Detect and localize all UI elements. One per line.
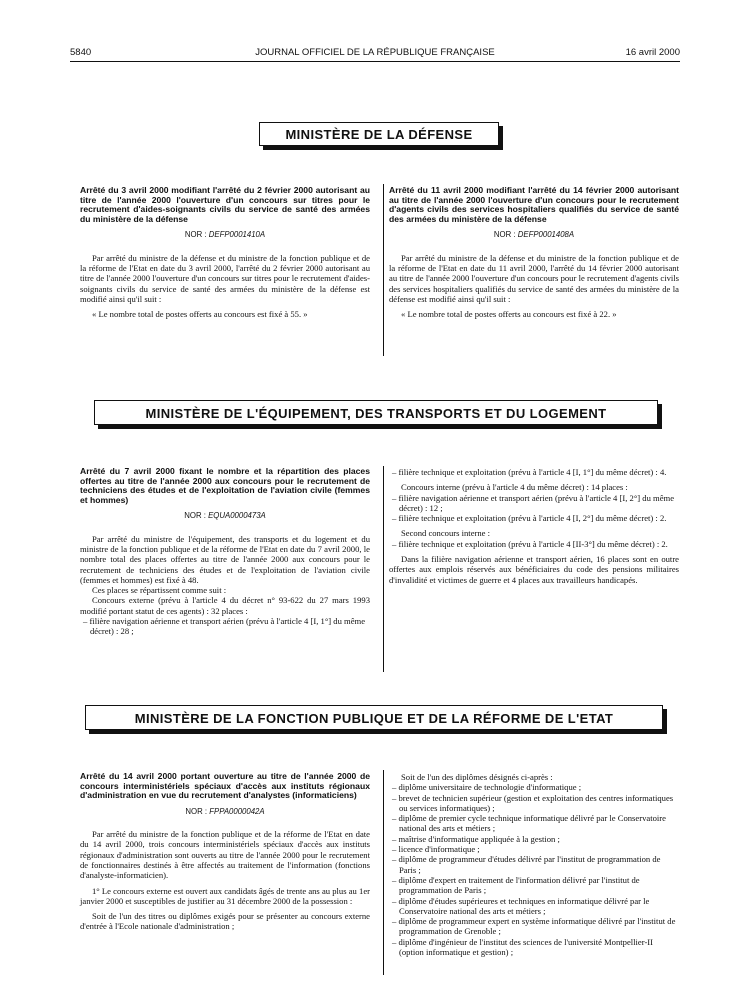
article-equipement-right (389, 467, 679, 585)
list-item: – filière technique et exploitation (prévu à l'article 4 [I, 1°] du même décret) : 4. (392, 467, 667, 477)
article-fonction-left (80, 772, 370, 932)
list-item: – diplôme universitaire de technologie d'informatique ; (392, 782, 582, 793)
list-item: – diplôme de programmeur expert en système informatique délivré par l'institut de programmation de Grenoble ; (392, 916, 676, 937)
list-item: – diplôme d'expert en traitement de l'information délivré par l'institut de programmation de Paris ; (392, 874, 640, 896)
article-defense-left (80, 186, 370, 319)
nor-reference: NOR : EQUA0000473A (184, 511, 266, 521)
article-paragraph: Par arrêté du ministre de la défense et du ministre de la fonction publique et de la réforme de l'Etat en date du 3 avril 2000, l'arrêté du 2 février 2000 autorisant au titre de l'année 2000 l'ouverture d'un concours sur titres pour le recrutement d'aides-soignants civils du service de santé des armées du ministère de la défense est modifié ainsi qu'il suit : (80, 252, 370, 304)
ministry-title: MINISTÈRE DE LA DÉFENSE (285, 127, 473, 142)
list-item: – diplôme d'études supérieures et techniques en informatique délivré par le Conservatoire national des arts et métiers ; (392, 895, 650, 916)
article-paragraph: Second concours interne : (401, 528, 491, 539)
list-item: – filière navigation aérienne et transport aérien (prévu à l'article 4 [I, 1°] du même décret) : 28 ; (83, 616, 366, 637)
article-defense-right (389, 186, 679, 319)
article-paragraph: Soit de l'un des titres ou diplômes exigés pour se présenter au concours externe d'entrée à l'Ecole nationale d'administration ; (80, 911, 370, 932)
article-paragraph: Concours externe (prévu à l'article 4 du décret n° 93-622 du 27 mars 1993 modifié portant statut de ces agents) : 32 places : (80, 595, 370, 616)
article-equipement-left (80, 467, 370, 637)
issue-date: 16 avril 2000 (625, 47, 680, 58)
nor-reference: NOR : DEFP0001408A (493, 230, 575, 240)
ministry-heading-fonction-publique (85, 705, 663, 730)
article-paragraph: Soit de l'un des diplômes désignés ci-après : (401, 772, 553, 782)
article-paragraph: « Le nombre total de postes offerts au concours est fixé à 55. » (92, 309, 308, 320)
list-item: – filière technique et exploitation (prévu à l'article 4 [I, 2°] du même décret) : 2. (392, 513, 667, 524)
journal-title: JOURNAL OFFICIEL DE LA RÉPUBLIQUE FRANÇAISE (255, 47, 495, 58)
header-rule (70, 61, 680, 62)
article-paragraph: « Le nombre total de postes offerts au concours est fixé à 22. » (401, 309, 617, 320)
list-item: – filière navigation aérienne et transport aérien (prévu à l'article 4 [I, 2°] du même décret) : 12 ; (392, 492, 675, 513)
article-title: Arrêté du 14 avril 2000 portant ouverture au titre de l'année 2000 de concours interministériels spéciaux d'accès aux instituts régionaux d'administration en vue du recrutement d'analystes (informaticiens) (80, 771, 370, 801)
nor-reference: NOR : FPPA0000042A (185, 806, 265, 816)
list-item: – filière technique et exploitation (prévu à l'article 4 [II-3°] du même décret) : 2. (392, 538, 668, 549)
article-paragraph: Concours interne (prévu à l'article 4 du même décret) : 14 places : (401, 482, 628, 493)
ministry-heading-defense (259, 122, 499, 146)
article-title: Arrêté du 11 avril 2000 modifiant l'arrêté du 14 février 2000 autorisant au titre de l'année 2000 l'ouverture d'un concours pour le recrutement d'agents civils des services hospitaliers qualifiés du service de santé des armées du ministère de la défense (389, 185, 679, 224)
ministry-title: MINISTÈRE DE L'ÉQUIPEMENT, DES TRANSPORTS ET DU LOGEMENT (145, 406, 607, 421)
article-paragraph: 1° Le concours externe est ouvert aux candidats âgés de trente ans au plus au 1er janvier 2000 et susceptibles de justifier au 31 décembre 2000 de la possession : (80, 885, 370, 906)
article-title: Arrêté du 7 avril 2000 fixant le nombre et la répartition des places offertes au titre de l'année 2000 aux concours pour le recrutement de techniciens des études et de l'exploitation de l'aviation civile (femmes et hommes) (80, 466, 370, 505)
nor-reference: NOR : DEFP0001410A (184, 230, 266, 240)
list-item: – licence d'informatique ; (392, 844, 480, 855)
list-item: – diplôme de programmeur d'études délivré par l'institut de programmation de Paris ; (392, 854, 661, 875)
article-fonction-right (389, 772, 679, 957)
article-paragraph: Dans la filière navigation aérienne et transport aérien, 16 places sont en outre offertes aux emplois réservés aux bénéficiaires du code des pensions militaires d'invalidité et victimes de guerre et 4 places aux travailleurs handicapés. (389, 554, 679, 585)
article-paragraph: Par arrêté du ministre de la fonction publique et de la réforme de l'Etat en date du 14 avril 2000, trois concours interministériels spéciaux d'accès aux instituts régionaux d'administration sont ouverts au titre de l'année 2000 pour le recrutement de fonctionnaires destinés à être affectés au traitement de l'information (fonctions d'analyste-informaticien). (80, 829, 370, 881)
article-paragraph: Par arrêté du ministre de la défense et du ministre de la fonction publique et de la réforme de l'Etat en date du 11 avril 2000, l'arrêté du 14 février 2000 autorisant au titre de l'année 2000 l'ouverture d'un concours pour le recrutement d'agents civils des services hospitaliers qualifiés du service de santé des armées du ministère de la défense est modifié ainsi qu'il suit : (389, 252, 679, 304)
article-title: Arrêté du 3 avril 2000 modifiant l'arrêté du 2 février 2000 autorisant au titre de l'année 2000 l'ouverture d'un concours sur titres pour le recrutement d'aides-soignants civils du service de santé des armées du ministère de la défense (80, 185, 370, 224)
page-number: 5840 (70, 47, 92, 58)
list-item: – maîtrise d'informatique appliquée à la gestion ; (392, 833, 560, 844)
list-item: – diplôme de premier cycle technique informatique délivré par le Conservatoire national des arts et métiers ; (392, 813, 666, 834)
article-paragraph: Par arrêté du ministre de l'équipement, des transports et du logement et du ministre de la fonction publique et de la réforme de l'Etat en date du 7 avril 2000, le nombre total des places offertes au titre de l'année 2000 aux concours pour le recrutement de techniciens des études et de l'exploitation de l'aviation civile (femmes et hommes) est fixé à 48. (80, 533, 370, 585)
list-item: – brevet de technicien supérieur (gestion et exploitation des centres informatiques ou services informatiques) ; (392, 792, 674, 813)
column-divider (383, 466, 384, 672)
column-divider (383, 770, 384, 975)
article-paragraph: Ces places se répartissent comme suit : (92, 585, 227, 596)
column-divider (383, 184, 384, 356)
list-item: – diplôme d'ingénieur de l'institut des sciences de l'université Montpellier-II (option informatique et gestion) ; (392, 936, 654, 958)
ministry-title: MINISTÈRE DE LA FONCTION PUBLIQUE ET DE LA RÉFORME DE L'ETAT (134, 711, 614, 726)
page-header (70, 47, 680, 61)
ministry-heading-equipement (94, 400, 658, 425)
